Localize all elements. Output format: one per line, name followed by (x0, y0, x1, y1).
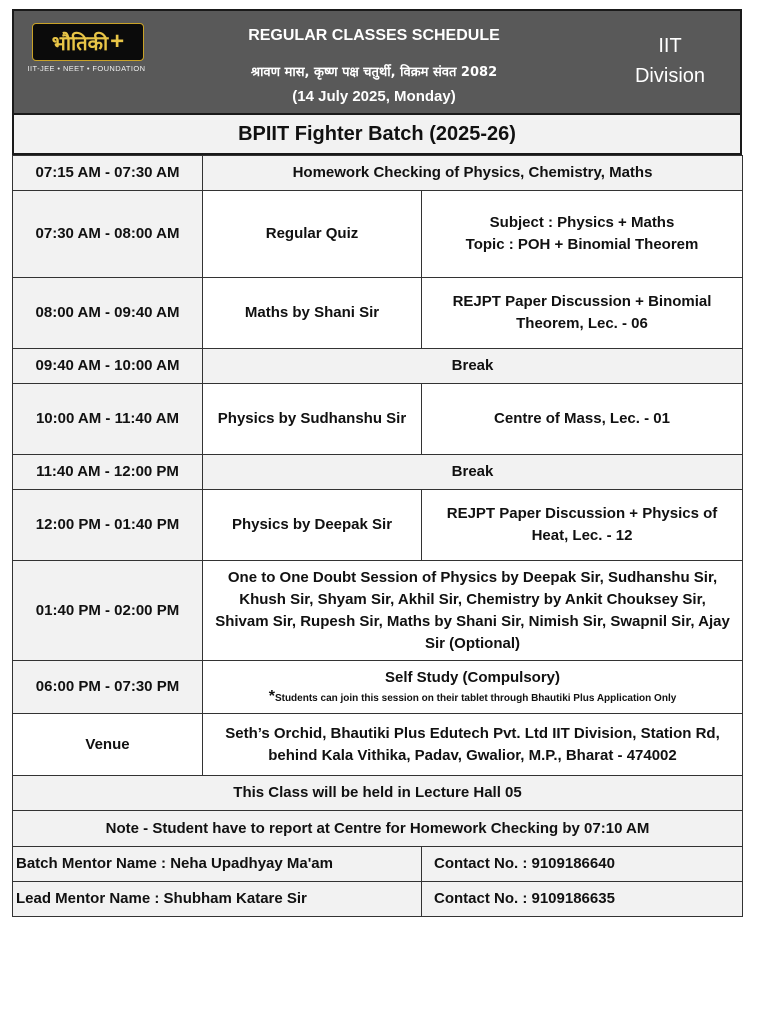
table-row (13, 191, 743, 278)
table-row (13, 490, 743, 561)
detail-cell (422, 191, 743, 278)
hindi-date: श्रावण मास, कृष्ण पक्ष चतुर्थी, विक्रम संवत 2082 (250, 65, 498, 80)
schedule-table (12, 155, 743, 917)
time-cell: 08:00 AM - 09:40 AM (13, 278, 203, 349)
logo-plus: + (110, 28, 125, 55)
table-row (13, 349, 743, 384)
detail-cell: Centre of Mass, Lec. - 01 (422, 384, 743, 455)
venue-address: Seth’s Orchid, Bhautiki Plus Edutech Pvt. Ltd IIT Division, Station Rd, behind Kala Vithika, Padav, Gwalior, M.P., Bharat - 474002 (203, 714, 743, 776)
schedule-date: (14 July 2025, Monday) (292, 88, 456, 105)
table-row (13, 278, 743, 349)
table-row (13, 847, 743, 882)
logo-tagline: IIT-JEE • NEET • FOUNDATION (27, 64, 146, 73)
table-row (13, 882, 743, 917)
division-label (620, 31, 720, 91)
activity-cell: One to One Doubt Session of Physics by Deepak Sir, Sudhanshu Sir, Khush Sir, Shyam Sir, Akhil Sir, Chemistry by Ankit Chouksey Sir, Shivam Sir, Rupesh Sir, Maths by Shani Sir, Nimish Sir, Swapnil Sir, Ajay Sir (Optional) (203, 561, 743, 661)
batch-name: BPIIT Fighter Batch (2025-26) (12, 115, 742, 155)
time-cell: 07:15 AM - 07:30 AM (13, 156, 203, 191)
detail-cell: REJPT Paper Discussion + Physics of Heat, Lec. - 12 (422, 490, 743, 561)
batch-mentor-name: Batch Mentor Name : Neha Upadhyay Ma'am (13, 847, 422, 882)
class-cell: Regular Quiz (203, 191, 422, 278)
logo-text: भौतिकी (51, 30, 109, 55)
batch-mentor-contact: Contact No. : 9109186640 (422, 847, 743, 882)
table-row (13, 455, 743, 490)
time-cell: 12:00 PM - 01:40 PM (13, 490, 203, 561)
table-row (13, 661, 743, 714)
activity-cell: Homework Checking of Physics, Chemistry, Maths (203, 156, 743, 191)
division-line-1: IIT (658, 35, 682, 57)
table-row (13, 561, 743, 661)
self-study-label: Self Study (Compulsory) (385, 669, 561, 686)
time-cell: 01:40 PM - 02:00 PM (13, 561, 203, 661)
table-row (13, 776, 743, 811)
report-note: Note - Student have to report at Centre for Homework Checking by 07:10 AM (13, 811, 743, 847)
class-cell: Maths by Shani Sir (203, 278, 422, 349)
activity-cell: Break (203, 349, 743, 384)
activity-cell (203, 661, 743, 714)
table-row (13, 384, 743, 455)
self-study-note (211, 689, 734, 707)
note-star: * (268, 688, 275, 705)
lead-mentor-name: Lead Mentor Name : Shubham Katare Sir (13, 882, 422, 917)
schedule-sheet (12, 9, 742, 917)
table-row (13, 156, 743, 191)
division-line-2: Division (634, 65, 706, 87)
hall-note: This Class will be held in Lecture Hall 05 (13, 776, 743, 811)
schedule-title: REGULAR CLASSES SCHEDULE (248, 27, 500, 44)
time-cell: 06:00 PM - 07:30 PM (13, 661, 203, 714)
class-cell: Physics by Deepak Sir (203, 490, 422, 561)
activity-cell: Break (203, 455, 743, 490)
table-row (13, 811, 743, 847)
lead-mentor-contact: Contact No. : 9109186635 (422, 882, 743, 917)
time-cell: 07:30 AM - 08:00 AM (13, 191, 203, 278)
time-cell: 09:40 AM - 10:00 AM (13, 349, 203, 384)
header-banner (12, 9, 742, 115)
time-cell: 10:00 AM - 11:40 AM (13, 384, 203, 455)
table-row (13, 714, 743, 776)
brand-logo (32, 23, 144, 61)
note-text: Students can join this session on their tablet through Bhautiki Plus Application Only (274, 693, 677, 704)
time-cell: 11:40 AM - 12:00 PM (13, 455, 203, 490)
topic-line: Topic : POH + Binomial Theorem (465, 236, 699, 253)
venue-label: Venue (13, 714, 203, 776)
subject-line: Subject : Physics + Maths (489, 214, 675, 231)
detail-cell: REJPT Paper Discussion + Binomial Theorem, Lec. - 06 (422, 278, 743, 349)
class-cell: Physics by Sudhanshu Sir (203, 384, 422, 455)
